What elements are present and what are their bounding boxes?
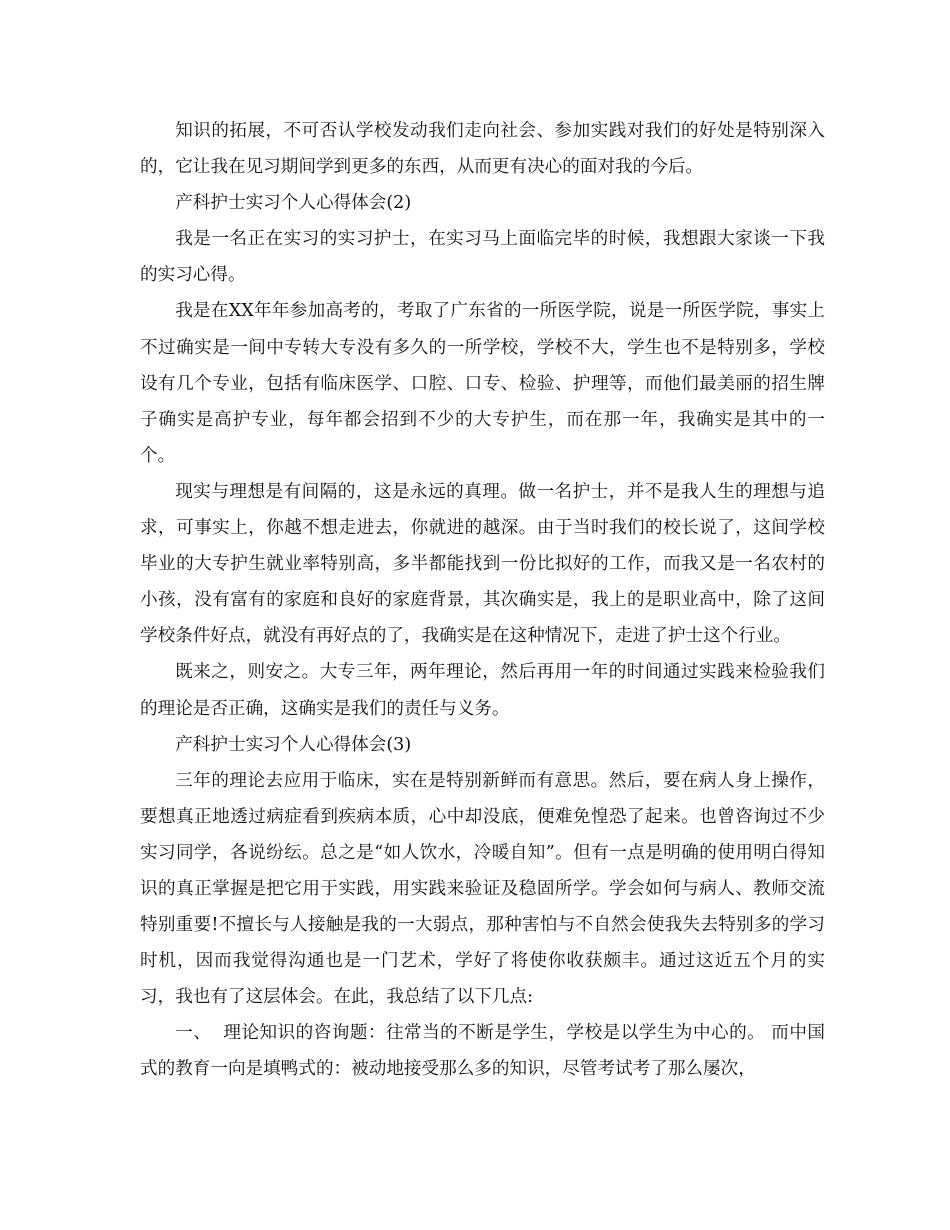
paragraph-intro-intern: 我是一名正在实习的实习护士，在实习马上面临完毕的时候，我想跟大家谈一下我的实习心得。 (140, 229, 825, 286)
paragraph-knowledge-expansion: 知识的拓展，不可否认学校发动我们走向社会、参加实践对我们的好处是特别深入的，它让我在见习期间学到更多的东西，从而更有决心的面对我的今后。 (140, 121, 825, 178)
paragraph-point-one: 一、 理论知识的咨询题：往常当的不断是学生，学校是以学生为中心的。 而中国式的教育一向是填鸭式的：被动地接受那么多的知识，尽管考试考了那么屡次， (140, 1023, 825, 1080)
paragraph-reality-ideal: 现实与理想是有间隔的，这是永远的真理。做一名护士，并不是我人生的理想与追求，可事实上，你越不想走进去，你就进的越深。由于当时我们的校长说了，这间学校毕业的大专护生就业率特别高，多半都能找到一份比拟好的工作，而我又是一名农村的小孩，没有富有的家庭和良好的家庭背景，其次确实是，我上的是职业高中，除了这间学校条件好点，就没有再好点的了，我确实是在这种情况下，走进了护士这个行业。 (140, 481, 825, 647)
paragraph-college-admission: 我是在XX年年参加高考的，考取了广东省的一所医学院，说是一所医学院，事实上不过确实是一间中专转大专没有多久的一所学校，学校不大，学生也不是特别多，学校设有几个专业，包括有临床医学、口腔、口专、检验、护理等，而他们最美丽的招生牌子确实是高护专业，每年都会招到不少的大专护生，而在那一年，我确实是其中的一个。 (140, 301, 825, 466)
section-heading-2: 产科护士实习个人心得体会(2) (175, 193, 412, 214)
section-heading-3: 产科护士实习个人心得体会(3) (175, 734, 412, 755)
document-body (140, 113, 825, 1088)
paragraph-clinical-practice: 三年的理论去应用于临床，实在是特别新鲜而有意思。然后，要在病人身上操作，要想真正地透过病症看到疾病本质，心中却没底，便难免惶恐了起来。也曾咨询过不少实习同学，各说纷纭。总之是“如人饮水，冷暖自知”。但有一点是明确的使用明白得知识的真正掌握是把它用于实践，用实践来验证及稳固所学。学会如何与病人、教师交流特别重要!不擅长与人接触是我的一大弱点，那种害怕与不自然会使我失去特别多的学习时机，因而我觉得沟通也是一门艺术，学好了将使你收获颇丰。通过这近五个月的实习，我也有了这层体会。在此，我总结了以下几点: (140, 770, 825, 1008)
paragraph-three-years: 既来之，则安之。大专三年，两年理论，然后再用一年的时间通过实践来检验我们的理论是否正确，这确实是我们的责任与义务。 (140, 662, 825, 719)
